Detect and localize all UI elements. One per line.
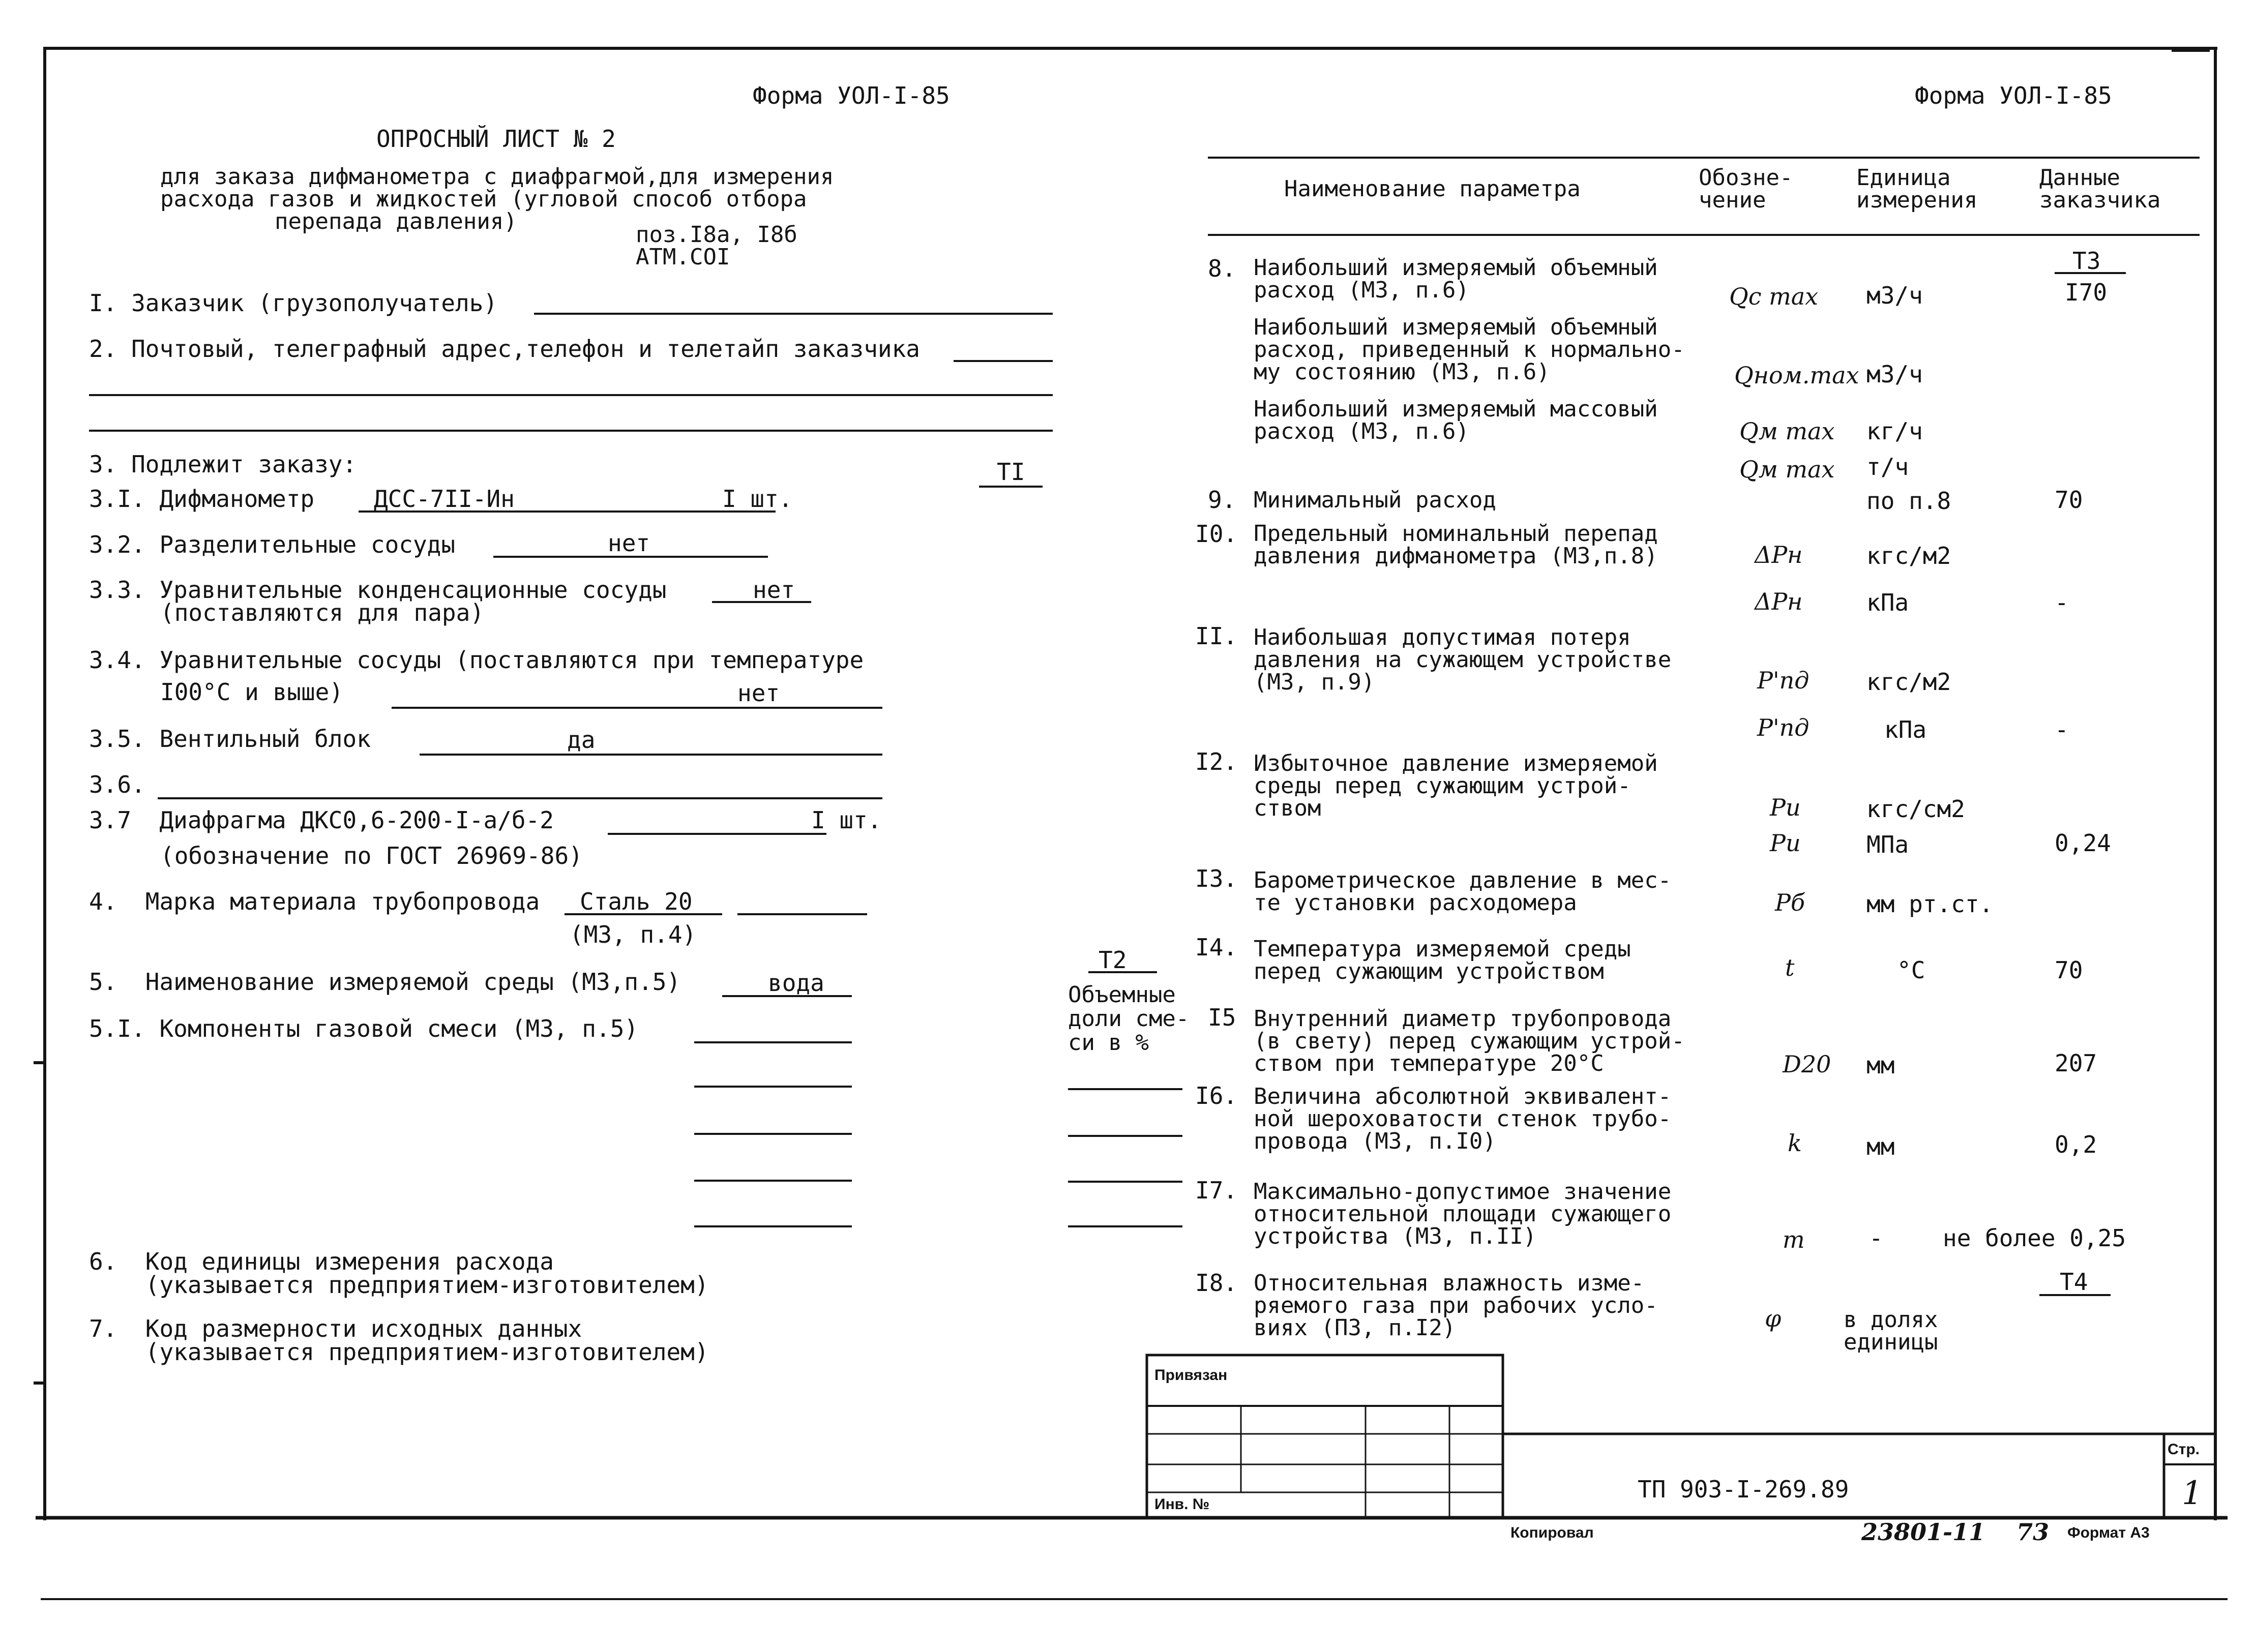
row-11-num: II. bbox=[1195, 622, 1238, 650]
stamp-inv: Инв. № bbox=[1154, 1496, 1210, 1513]
row-11b-symbol: P'пд bbox=[1757, 714, 1810, 741]
row-16-unit: мм bbox=[1866, 1133, 1895, 1160]
item-3-3-label: 3.3. Уравнительные конденсационные сосуды bbox=[89, 576, 667, 604]
item-3-1-label: 3.I. Дифманометр bbox=[89, 485, 315, 513]
item-3-6-field[interactable] bbox=[158, 797, 882, 799]
item-6-label: 6. Код единицы измерения расхода bbox=[89, 1248, 554, 1275]
row-15-line-2: (в свету) перед сужающим устрой- bbox=[1254, 1028, 1685, 1054]
stamp-privyazan: Привязан bbox=[1154, 1367, 1228, 1384]
row-10-line-1: Предельный номинальный перепад bbox=[1254, 521, 1658, 547]
row-14-line-1: Температура измеряемой среды bbox=[1254, 936, 1631, 962]
item-3-1-value: ДСС-7II-Ин bbox=[374, 485, 515, 513]
row-16-line-2: ной шероховатости стенок трубо- bbox=[1254, 1106, 1672, 1132]
t2-note-2: доли сме- bbox=[1068, 1006, 1190, 1032]
order-label: 3. Подлежит заказу: bbox=[89, 450, 357, 478]
row-8-num: 8. bbox=[1208, 255, 1236, 282]
row-18-line-3: виях (ПЗ, п.I2) bbox=[1254, 1315, 1456, 1341]
row-8c-symbol: Qм max bbox=[1739, 417, 1835, 445]
item-3-4-label: 3.4. Уравнительные сосуды (поставляются при температуре bbox=[89, 646, 864, 674]
tag-t1-underline bbox=[979, 486, 1043, 488]
row-15-unit: мм bbox=[1866, 1052, 1895, 1079]
item-3-2-value: нет bbox=[608, 529, 650, 557]
item-7-label: 7. Код размерности исходных данных bbox=[89, 1315, 582, 1342]
item-3-5-value: да bbox=[567, 726, 596, 754]
row-15-line-3: ством при температуре 20°С bbox=[1254, 1050, 1604, 1076]
row-12-line-1: Избыточное давление измеряемой bbox=[1254, 750, 1658, 776]
item-4-value: Сталь 20 bbox=[580, 888, 693, 915]
gas-component-field-3[interactable] bbox=[694, 1133, 852, 1135]
row-9-unit: по п.8 bbox=[1866, 487, 1951, 515]
row-16-line-3: провода (МЗ, п.I0) bbox=[1254, 1128, 1496, 1154]
row-10b-value: - bbox=[2055, 589, 2069, 616]
item-5-label: 5. Наименование измеряемой среды (МЗ,п.5) bbox=[89, 968, 681, 996]
subtitle-line-3: перепада давления) bbox=[275, 208, 517, 234]
row-10-unit: кгс/м2 bbox=[1866, 542, 1951, 569]
t2-note-3: си в % bbox=[1068, 1030, 1149, 1056]
row-13-line-2: те установки расходомера bbox=[1254, 890, 1577, 916]
row-11-symbol: P'пд bbox=[1757, 667, 1810, 694]
row-17-value: не более 0,25 bbox=[1943, 1224, 2126, 1252]
subtitle-line-1: для заказа дифманометра с диафрагмой,для измерения bbox=[160, 164, 834, 190]
tag-t2-underline bbox=[1088, 971, 1157, 973]
row-8-line-2: расход (МЗ, п.6) bbox=[1254, 277, 1469, 303]
row-18-num: I8. bbox=[1195, 1269, 1238, 1297]
item-3-4-value: нет bbox=[737, 679, 780, 707]
fraction-field-1[interactable] bbox=[1068, 1088, 1182, 1090]
fraction-field-4[interactable] bbox=[1068, 1225, 1182, 1227]
row-8b-line-1: Наибольший измеряемый объемный bbox=[1254, 314, 1658, 340]
row-8-symbol: Qс max bbox=[1729, 283, 1819, 310]
row-12-symbol: Pи bbox=[1770, 794, 1801, 821]
code-label: АТМ.СОI bbox=[636, 244, 730, 270]
gas-component-field-4[interactable] bbox=[694, 1180, 852, 1182]
item-3-5-label: 3.5. Вентильный блок bbox=[89, 725, 371, 753]
row-8c-unit: кг/ч bbox=[1866, 417, 1923, 445]
address-label: 2. Почтовый, телеграфный адрес,телефон и телетайп заказчика bbox=[89, 335, 920, 363]
address-field-3[interactable] bbox=[89, 430, 1053, 432]
row-18-line-2: ряемого газа при рабочих усло- bbox=[1254, 1293, 1658, 1318]
row-13-line-1: Барометрическое давление в мес- bbox=[1254, 867, 1672, 893]
row-12-line-2: среды перед сужающим устрой- bbox=[1254, 773, 1631, 799]
row-8b-line-3: му состоянию (МЗ, п.6) bbox=[1254, 359, 1550, 385]
row-15-symbol: D20 bbox=[1783, 1050, 1831, 1078]
row-11-line-1: Наибольшая допустимая потеря bbox=[1254, 624, 1631, 650]
row-10b-unit: кПа bbox=[1866, 589, 1909, 616]
header-data-1: Данные bbox=[2039, 165, 2120, 191]
row-11b-value: - bbox=[2055, 716, 2069, 743]
header-data-2: заказчика bbox=[2039, 187, 2161, 213]
row-16-symbol: k bbox=[1788, 1129, 1802, 1157]
item-3-1-qty: I шт. bbox=[722, 485, 793, 513]
row-12b-value: 0,24 bbox=[2055, 829, 2111, 857]
item-3-6-label: 3.6. bbox=[89, 771, 145, 798]
row-15-value: 207 bbox=[2055, 1049, 2097, 1077]
row-16-num: I6. bbox=[1195, 1082, 1238, 1109]
header-symbol-1: Обозне- bbox=[1699, 165, 1793, 191]
item-6-note: (указывается предприятием-изготовителем) bbox=[89, 1271, 709, 1299]
row-14-symbol: t bbox=[1785, 954, 1795, 981]
item-3-4-field[interactable] bbox=[392, 707, 882, 709]
row-11-line-3: (МЗ, п.9) bbox=[1254, 669, 1375, 695]
customer-label: I. Заказчик (грузополучатель) bbox=[89, 289, 498, 317]
item-4-field[interactable] bbox=[565, 913, 722, 915]
row-12b-unit: МПа bbox=[1866, 831, 1909, 858]
row-18-unit: в долях единицы bbox=[1844, 1307, 1938, 1355]
fraction-field-3[interactable] bbox=[1068, 1181, 1182, 1183]
row-8b-line-2: расход, приведенный к нормально- bbox=[1254, 337, 1685, 363]
row-10-symbol: ΔPн bbox=[1755, 541, 1803, 568]
document-code: ТП 903-I-269.89 bbox=[1638, 1476, 1849, 1503]
row-14-unit: °С bbox=[1897, 956, 1925, 984]
row-8d-unit: т/ч bbox=[1866, 453, 1909, 480]
fraction-field-2[interactable] bbox=[1068, 1135, 1182, 1137]
customer-field[interactable] bbox=[534, 313, 1053, 315]
row-8d-symbol: Qм max bbox=[1739, 456, 1835, 483]
item-5-field[interactable] bbox=[722, 995, 852, 997]
row-10-line-2: давления дифманометра (МЗ,п.8) bbox=[1254, 543, 1658, 569]
row-16-value: 0,2 bbox=[2055, 1131, 2097, 1158]
position-label: поз.I8а, I8б bbox=[636, 222, 797, 248]
item-3-5-field[interactable] bbox=[420, 754, 882, 756]
row-10b-symbol: ΔPн bbox=[1755, 588, 1803, 615]
item-5-value: вода bbox=[768, 969, 824, 997]
row-9-line-1: Минимальный расход bbox=[1254, 487, 1496, 513]
item-3-7-note: (обозначение по ГОСТ 26969-86) bbox=[160, 842, 583, 869]
item-3-7-label: 3.7 Диафрагма ДКС0,6-200-I-а/б-2 bbox=[89, 806, 554, 834]
tag-t2: Т2 bbox=[1099, 946, 1127, 974]
row-13-unit: мм рт.ст. bbox=[1866, 890, 1994, 918]
row-17-line-1: Максимально-допустимое значение bbox=[1254, 1179, 1672, 1205]
header-unit-1: Единица bbox=[1856, 165, 1951, 191]
item-3-4-label-2: I00°С и выше) bbox=[160, 678, 344, 706]
row-12-line-3: ством bbox=[1254, 795, 1321, 821]
row-9-num: 9. bbox=[1208, 486, 1236, 514]
item-3-1-field[interactable] bbox=[359, 510, 776, 513]
item-3-2-label: 3.2. Разделительные сосуды bbox=[89, 531, 456, 558]
item-3-3-value: нет bbox=[753, 576, 795, 604]
row-17-unit: - bbox=[1869, 1224, 1883, 1252]
row-13-symbol: Pб bbox=[1775, 889, 1805, 916]
row-11-unit: кгс/м2 bbox=[1866, 668, 1951, 696]
row-12-unit: кгс/см2 bbox=[1866, 795, 1965, 823]
sheet-sub-number: 73 bbox=[2016, 1518, 2050, 1546]
row-8c-line-2: расход (МЗ, п.6) bbox=[1254, 418, 1469, 444]
item-7-note: (указывается предприятием-изготовителем) bbox=[89, 1338, 709, 1366]
row-14-num: I4. bbox=[1195, 934, 1238, 961]
row-14-line-2: перед сужающим устройством bbox=[1254, 958, 1604, 984]
tag-t4-underline bbox=[2039, 1294, 2111, 1296]
item-4-note: (МЗ, п.4) bbox=[570, 921, 697, 948]
gas-component-field-2[interactable] bbox=[694, 1086, 852, 1088]
row-11b-unit: кПа bbox=[1884, 716, 1927, 743]
item-3-2-field[interactable] bbox=[493, 556, 768, 558]
item-4-label: 4. Марка материала трубопровода bbox=[89, 888, 540, 915]
header-symbol-2: чение bbox=[1699, 187, 1766, 213]
row-8b-symbol: Qном.max bbox=[1734, 362, 1859, 389]
gas-component-field-1[interactable] bbox=[694, 1041, 852, 1043]
item-3-3-note: (поставляются для пара) bbox=[160, 599, 484, 626]
row-13-num: I3. bbox=[1195, 865, 1238, 892]
item-5-1-label: 5.I. Компоненты газовой смеси (МЗ, п.5) bbox=[89, 1015, 639, 1042]
row-8-unit: м3/ч bbox=[1866, 282, 1923, 309]
row-11-line-2: давления на сужающем устройстве bbox=[1254, 647, 1672, 673]
subtitle-line-2: расхода газов и жидкостей (угловой способ отбора bbox=[160, 186, 807, 212]
tag-t3: Т3 bbox=[2072, 247, 2101, 275]
row-17-line-3: устройства (МЗ, п.II) bbox=[1254, 1223, 1537, 1249]
row-9-value: 70 bbox=[2055, 486, 2083, 514]
page-label: Стр. bbox=[2168, 1441, 2200, 1458]
header-parameter-name: Наименование параметра bbox=[1284, 176, 1581, 202]
row-10-num: I0. bbox=[1195, 520, 1238, 548]
row-17-line-2: относительной площади сужающего bbox=[1254, 1201, 1672, 1227]
item-3-7-field[interactable] bbox=[608, 833, 826, 835]
row-18-line-1: Относительная влажность изме- bbox=[1254, 1270, 1645, 1296]
left-form-label: Форма УОЛ-I-85 bbox=[753, 82, 950, 109]
row-14-value: 70 bbox=[2055, 956, 2083, 984]
row-8-value: I70 bbox=[2065, 279, 2108, 306]
row-17-symbol: m bbox=[1783, 1226, 1805, 1253]
page-number: 1 bbox=[2182, 1475, 2203, 1512]
row-8c-line-1: Наибольший измеряемый массовый bbox=[1254, 396, 1658, 422]
address-field-1[interactable] bbox=[954, 360, 1053, 362]
format-label: Формат А3 bbox=[2067, 1524, 2150, 1541]
item-3-7-qty: I шт. bbox=[811, 806, 882, 834]
gas-component-field-5[interactable] bbox=[694, 1225, 852, 1227]
row-18-symbol: φ bbox=[1765, 1305, 1782, 1332]
item-3-3-field[interactable] bbox=[712, 601, 811, 603]
row-8-line-1: Наибольший измеряемый объемный bbox=[1254, 255, 1658, 281]
row-8b-unit: м3/ч bbox=[1866, 361, 1923, 388]
tag-t3-underline bbox=[2055, 272, 2126, 274]
copied-label: Копировал bbox=[1510, 1524, 1594, 1541]
row-15-num: I5 bbox=[1208, 1004, 1236, 1031]
row-17-num: I7. bbox=[1195, 1177, 1238, 1204]
row-12-num: I2. bbox=[1195, 748, 1238, 775]
right-form-label: Форма УОЛ-I-85 bbox=[1915, 82, 2112, 109]
t2-note-1: Объемные bbox=[1068, 982, 1176, 1008]
questionnaire-title: ОПРОСНЫЙ ЛИСТ № 2 bbox=[376, 125, 616, 153]
tag-t1: TI bbox=[997, 458, 1025, 486]
address-field-2[interactable] bbox=[89, 394, 1053, 396]
tag-t4: Т4 bbox=[2060, 1268, 2088, 1296]
row-12b-symbol: Pи bbox=[1770, 829, 1801, 857]
sheet-number: 23801-11 bbox=[1861, 1518, 1985, 1546]
item-4-field-2[interactable] bbox=[737, 913, 867, 915]
header-unit-2: измерения bbox=[1856, 187, 1978, 213]
row-16-line-1: Величина абсолютной эквивалент- bbox=[1254, 1084, 1672, 1109]
row-15-line-1: Внутренний диаметр трубопровода bbox=[1254, 1006, 1672, 1032]
